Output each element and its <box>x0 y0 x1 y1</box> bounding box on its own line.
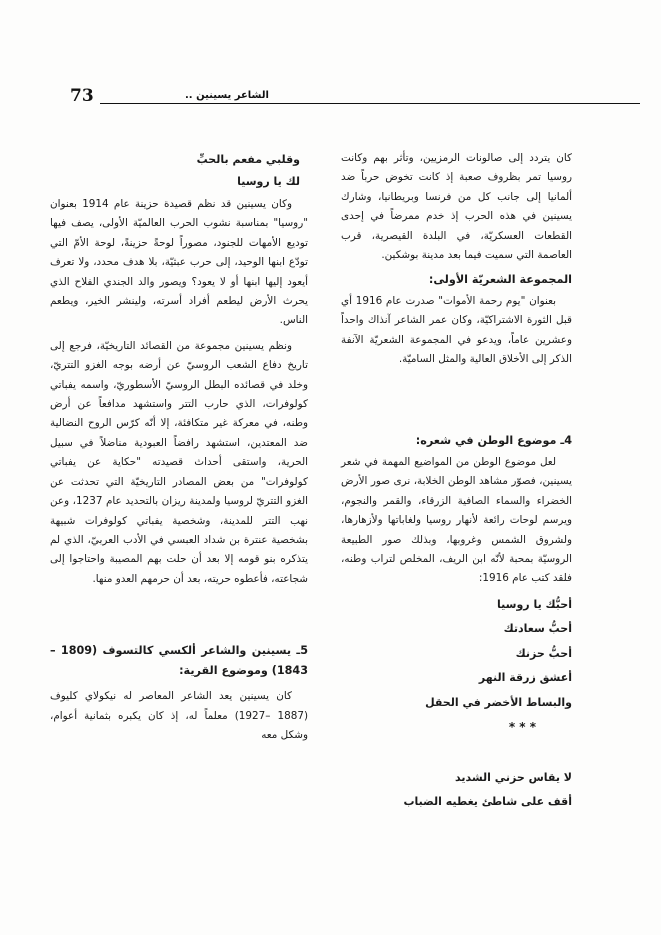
heading-kalts-section: 5ـ يسينين والشاعر ألكسي كالتسوف (1809 – 1843) وموضوع القرية: <box>50 644 308 678</box>
poem-line-3: أحبُّ حزنك <box>515 646 572 660</box>
poem-line-5: والبساط الأخضر في الحقل <box>425 695 572 709</box>
right-paragraph-1: كان يتردد إلى صالونات الرمزيين، وتأثر بهم وكانت روسيا تمر بظروف صعبة إذ كانت تخوض حرباً ضد ألمانيا إلى جانب كل من فرنسا وبريطانيا، وشارك يسينين في هذه الحرب إذ خدم ممرضاً في إحدى القطعات العسكريّة، في البلدة القيصرية، قرب العاصمة التي سميت فيما بعد مدينة بوشكين. <box>341 152 572 262</box>
right-paragraph-3: لعل موضوع الوطن من المواضيع المهمة في شعر يسينين، فصوّر مشاهد الوطن الخلابة، نرى صور الأرض الخضراء والسماء الصافية الزرقاء، والقمر والنجوم، ويرسم لوحات رائعة لأنهار روسيا ولغاباتها ولأزهارها، ولشروق الشمس وغروبها، وبذلك صور الطبيعة الروسيّة بمحبة لأنّه ابن الريف، المخلص لتراب وطنه، فلقد كتب عام 1916: <box>341 455 572 585</box>
left-column <box>50 149 308 745</box>
poem-top-block <box>50 149 308 193</box>
left-paragraph-2: ونظم يسينين مجموعة من القصائد التاريخيّة، فرجع إلى تاريخ دفاع الشعب الروسيّ عن أرضه بوجه الغزو التتريّ، وخلد في قصائده البطل الروسيّ الأسطوريّ، واسمه يفباتي كولوفرات، الذي حارب التتر واستشهد مدافعاً عن أرض وطنه، في معركة غير متكافئة، إلا أنّه كرّس الروح النضالية ضد المعتدين، استشهد رافضاً العبودية مناضلاً في سبيل الحرية، واستقى أحداث قصيدته "حكاية عن يفباتي كولوفرات" من بعض المصادر التاريخيّة التي تحدثت عن الغزو التتريّ لروسيا ولمدينة ريزان بالتحديد عام 1237، وعن نهب التتر للمدينة، وشخصية يفباتي كولوفرات شبيهة بشخصية عنترة بن شداد العبسي في الأدب العربيّ، الذي لم يتذكره بنو قومه إلا بعد أن حلت بهم المصيبة واحتاجوا إلى شجاعته، فأعطوه حريته، بعد أن حرمهم العدو منها. <box>50 339 308 585</box>
right-paragraph-2: بعنوان "يوم رحمة الأموات" صدرت عام 1916 أي قبل الثورة الاشتراكيّة، وكان عمر الشاعر آنذاك واحداً وعشرين عاماً، ويدعو في المجموعة الشعريّة الآنفة الذكر إلى الأخلاق العالية والمثل الساميّة. <box>341 294 572 366</box>
running-title: الشاعر يسينين .. <box>185 90 269 101</box>
poem2-line-2: أقف على شاطئ يغطيه الضباب <box>403 795 572 809</box>
left-paragraph-3: كان يسينين يعد الشاعر المعاصر له نيكولاي كليوف (1887 –1927) معلماً له، إذ كان يكبره بثمانية أعوام، وشكل معه <box>50 690 308 741</box>
poem-line-1: أحبُّك يا روسيا <box>497 597 572 611</box>
right-column <box>341 149 572 815</box>
poem-block <box>341 593 572 740</box>
poem-line-2: أحبُّ سعادتك <box>503 622 572 636</box>
heading-first-collection: المجموعة الشعريّة الأولى: <box>428 273 572 287</box>
page-number: 73 <box>70 86 94 106</box>
poem-top-line-2: لك يا روسيا <box>237 175 300 188</box>
poem-separator: * * * <box>508 720 536 735</box>
heading-homeland-theme: 4ـ موضوع الوطن في شعره: <box>415 434 572 448</box>
poem-top-line-1: وقلبي مفعم بالحبِّ <box>196 153 300 166</box>
left-paragraph-1: وكان يسينين قد نظم قصيدة حزينة عام 1914 بعنوان "روسيا" بمناسبة نشوب الحرب العالميّة الأولى، يصف فيها توديع الأمهات للجنود، مصوراً لوحةً حزينةً، لوحة الأمّ التي تودّع ابنها الوحيد، إلى حرب عبثيّة، بلا هدف محدد، ولا تعرف أيعود إليها ابنها أو لا يعود؟ ويصور والد الجندي الفلاح الذي يحرث الأرض ليطعم أفراد أسرته، ولينشر الخير، ويطعم الناس. <box>50 198 308 327</box>
poem-block-2 <box>341 766 572 815</box>
poem-line-4: أعشق زرقة النهر <box>478 671 572 685</box>
header-rule <box>100 103 640 104</box>
poem2-line-1: لا يقاس حزني الشديد <box>455 770 572 784</box>
